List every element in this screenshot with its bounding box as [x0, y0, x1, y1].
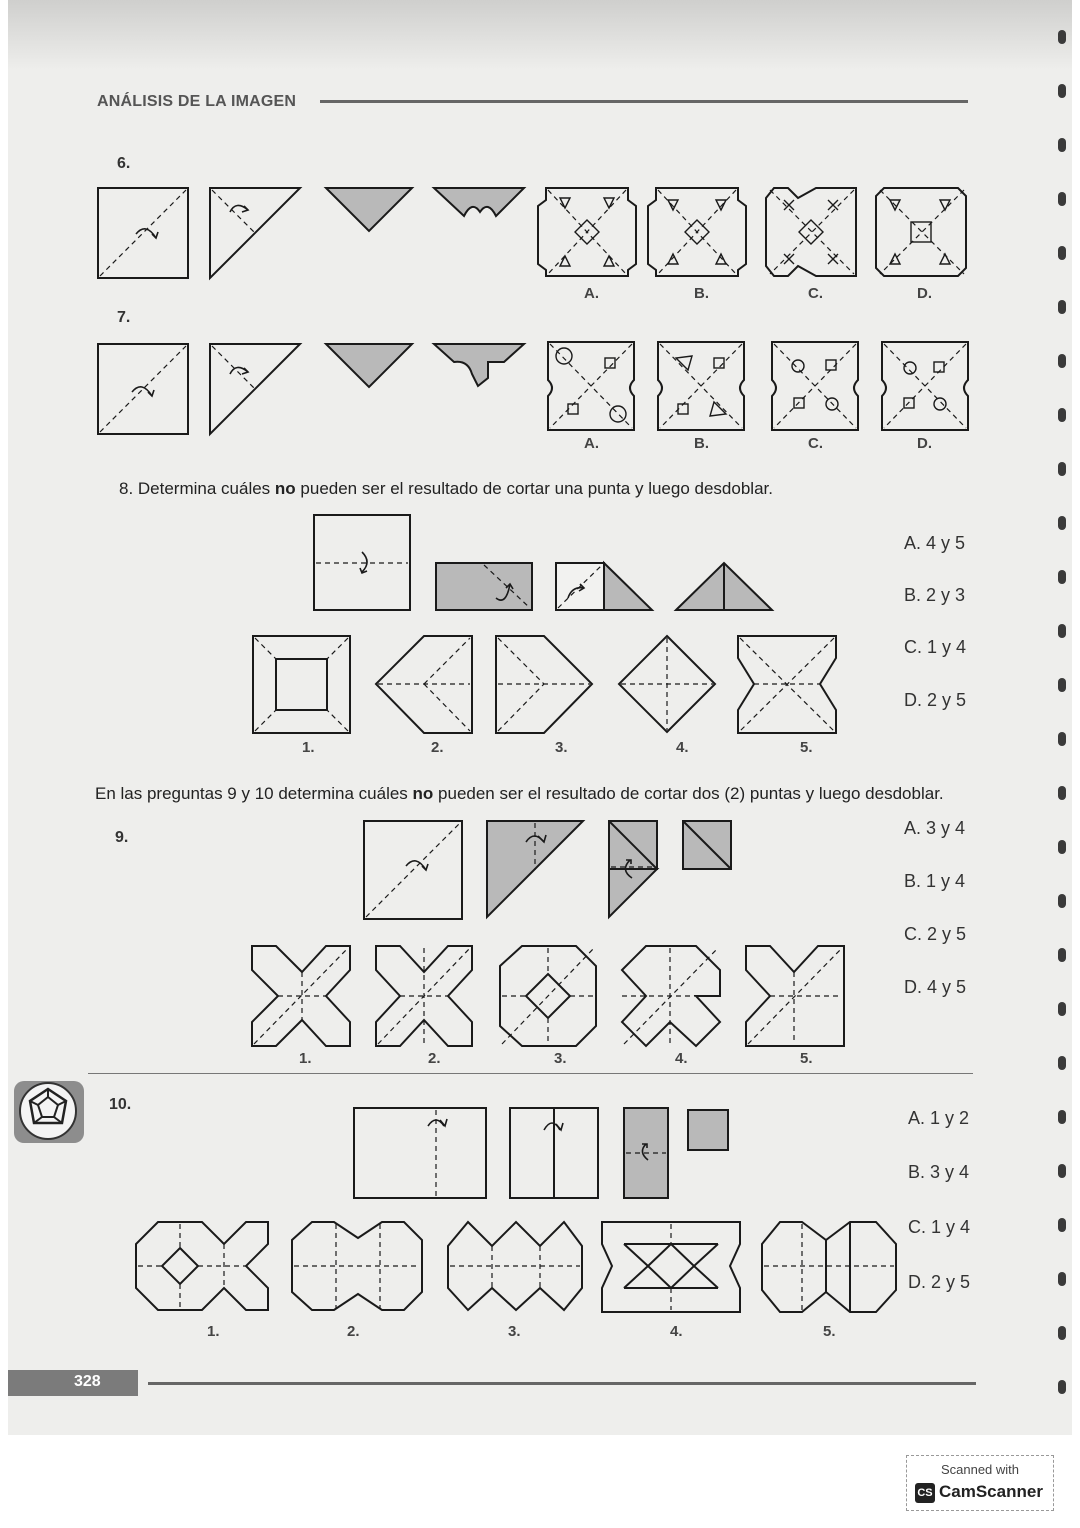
q10-answer-d: D. 2 y 5: [908, 1272, 971, 1292]
q10-fold-step-4: [688, 1110, 728, 1150]
q10-figure-label-3: 3.: [508, 1323, 521, 1340]
q8-fold-step-1: [314, 515, 410, 610]
q10-fold-step-2: [510, 1108, 598, 1198]
q7-number: 7.: [117, 309, 131, 326]
q8-figure-3: [496, 636, 592, 733]
document-page: [8, 0, 1072, 1435]
q8-answer-d: D. 2 y 5: [904, 690, 967, 710]
q7-fold-step-2: [210, 344, 300, 434]
q6-fold-step-4: [434, 188, 524, 216]
q9-figure-5: [746, 946, 844, 1046]
q10-figure-5: [762, 1222, 896, 1312]
q9-answer-a: A. 3 y 4: [904, 818, 966, 838]
q10-number: 10.: [109, 1096, 132, 1113]
q10-fold-step-3: [624, 1108, 668, 1198]
q9-figure-1: [252, 946, 350, 1046]
q7-option-d-figure: [882, 342, 968, 430]
q6-option-a: A.: [584, 285, 599, 302]
q8-fold-step-3: [556, 563, 652, 610]
q6-option-d: D.: [917, 285, 932, 302]
q8-figure-label-4: 4.: [676, 739, 689, 756]
q7-option-a-figure: [548, 342, 634, 430]
q9-answer-d: D. 4 y 5: [904, 977, 967, 997]
q9-figure-4: [622, 946, 720, 1046]
intro-suffix: pueden ser el resultado de cortar dos (2) puntas y luego desdoblar.: [433, 784, 944, 803]
q9-figure-label-1: 1.: [299, 1050, 312, 1067]
q8-answer-c: C. 1 y 4: [904, 637, 967, 657]
q7-option-d: D.: [917, 435, 932, 452]
q10-figure-label-2: 2.: [347, 1323, 360, 1340]
q6-fold-step-3: [326, 188, 412, 231]
watermark-brand: CamScanner: [939, 1482, 1043, 1501]
q10-figure-4: [602, 1222, 740, 1312]
q10-figure-label-4: 4.: [670, 1323, 683, 1340]
q8-suffix: pueden ser el resultado de cortar una punta y luego desdoblar.: [295, 479, 773, 498]
q8-fold-step-2: [436, 563, 532, 610]
camscanner-logo-icon: CS: [915, 1483, 935, 1503]
q9-fold-step-4: [683, 821, 731, 869]
q8-answer-a: A. 4 y 5: [904, 533, 966, 553]
q9-figure-label-5: 5.: [800, 1050, 813, 1067]
q9-fold-step-3: [609, 821, 657, 917]
q9-answer-b: B. 1 y 4: [904, 871, 966, 891]
q10-figure-3: [448, 1222, 582, 1310]
q6-number: 6.: [117, 155, 131, 172]
q8-bold: no: [274, 479, 296, 498]
q9-figure-2: [376, 946, 472, 1046]
q9-answer-c: C. 2 y 5: [904, 924, 967, 944]
q9-fold-step-1: [364, 821, 462, 919]
intro-prefix: En las preguntas 9 y 10 determina cuáles: [95, 784, 413, 803]
q6-option-c-figure: [766, 188, 856, 276]
q6-option-b: B.: [694, 285, 709, 302]
section-header: ANÁLISIS DE LA IMAGEN: [97, 93, 297, 110]
watermark-line1: Scanned with: [940, 1462, 1020, 1477]
spiral-binding: [1052, 30, 1072, 1410]
q9-fold-step-2: [487, 821, 583, 917]
q6-option-b-figure: [648, 188, 746, 276]
q9-number: 9.: [115, 829, 129, 846]
q6-option-a-figure: [538, 188, 636, 276]
q10-answer-c: C. 1 y 4: [908, 1217, 971, 1237]
q10-answer-a: A. 1 y 2: [908, 1108, 970, 1128]
intro-bold: no: [412, 784, 434, 803]
q7-fold-step-3: [326, 344, 412, 387]
q7-option-c: C.: [808, 435, 823, 452]
q10-figure-label-5: 5.: [823, 1323, 836, 1340]
figures-canvas: [8, 0, 1072, 1435]
camscanner-watermark: [906, 1455, 1054, 1511]
q8-figure-4: [619, 636, 715, 732]
q8-fold-step-4: [676, 563, 772, 610]
q6-fold-step-2: [210, 188, 300, 278]
q7-option-c-figure: [772, 342, 858, 430]
q9-figure-label-3: 3.: [554, 1050, 567, 1067]
q6-option-c: C.: [808, 285, 823, 302]
q9-figure-3: [500, 946, 596, 1046]
q10-figure-2: [292, 1222, 422, 1310]
q10-figure-label-1: 1.: [207, 1323, 220, 1340]
q8-figure-1: [253, 636, 350, 733]
q8-figure-label-5: 5.: [800, 739, 813, 756]
q8-figure-label-3: 3.: [555, 739, 568, 756]
q6-fold-step-1: [98, 188, 188, 278]
q7-fold-step-4: [434, 344, 524, 386]
page-number: 328: [74, 1373, 101, 1390]
q7-option-a: A.: [584, 435, 599, 452]
q10-fold-step-1: [354, 1108, 486, 1198]
q10-answer-b: B. 3 y 4: [908, 1162, 970, 1182]
q8-figure-5: [738, 636, 836, 733]
q9-figure-label-2: 2.: [428, 1050, 441, 1067]
q7-option-b: B.: [694, 435, 709, 452]
q8-figure-label-1: 1.: [302, 739, 315, 756]
q6-option-d-figure: [876, 188, 966, 276]
q7-option-b-figure: [658, 342, 744, 430]
q7-fold-step-1: [98, 344, 188, 434]
q8-figure-label-2: 2.: [431, 739, 444, 756]
q10-figure-1: [136, 1222, 268, 1310]
q8-answer-b: B. 2 y 3: [904, 585, 966, 605]
q8-prefix: 8. Determina cuáles: [119, 479, 275, 498]
q9-figure-label-4: 4.: [675, 1050, 688, 1067]
q8-figure-2: [376, 636, 472, 733]
